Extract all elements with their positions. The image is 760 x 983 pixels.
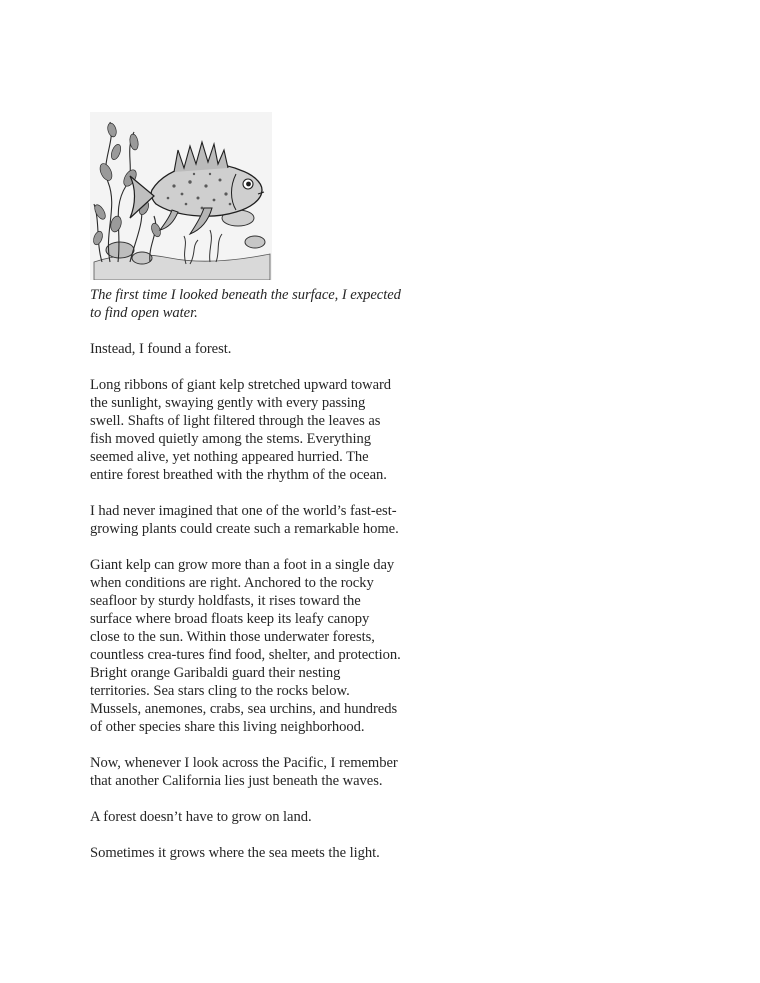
story-paragraph: I had never imagined that one of the world’s fast-est-growing plants could create such a remarkable home.: [90, 503, 399, 537]
story-paragraph: Instead, I found a forest.: [90, 341, 232, 357]
story-paragraph: Giant kelp can grow more than a foot in a single day when conditions are right. Anchored to the rocky seafloor by sturdy holdfasts, it rises toward the surface where broad floats keep its leafy canopy close to the sun. Within those underwater forests, countless crea-tures find food, shelter, and protection. Bright orange Garibaldi guard their nesting territories. Sea stars cling to the rocks below. Mussels, anemones, crabs, sea urchins, and hundreds of other species share this living neighborhood.: [90, 557, 401, 735]
closing-paragraph: Sometimes it grows where the sea meets the light.: [90, 845, 380, 861]
opening-paragraph: The first time I looked beneath the surface, I expected to find open water.: [90, 287, 401, 321]
story-paragraph: A forest doesn’t have to grow on land.: [90, 809, 312, 825]
kelp-forest-fish-illustration: [90, 112, 272, 280]
story-paragraph: Long ribbons of giant kelp stretched upward toward the sunlight, swaying gently with every passing swell. Shafts of light filtered through the leaves as fish moved quietly among the stems. Everything seemed alive, yet nothing appeared hurried. The entire forest breathed with the rhythm of the ocean.: [90, 377, 392, 483]
story-paragraph: Now, whenever I look across the Pacific, I remember that another California lies just beneath the waves.: [90, 755, 398, 789]
story-text: [90, 286, 402, 880]
